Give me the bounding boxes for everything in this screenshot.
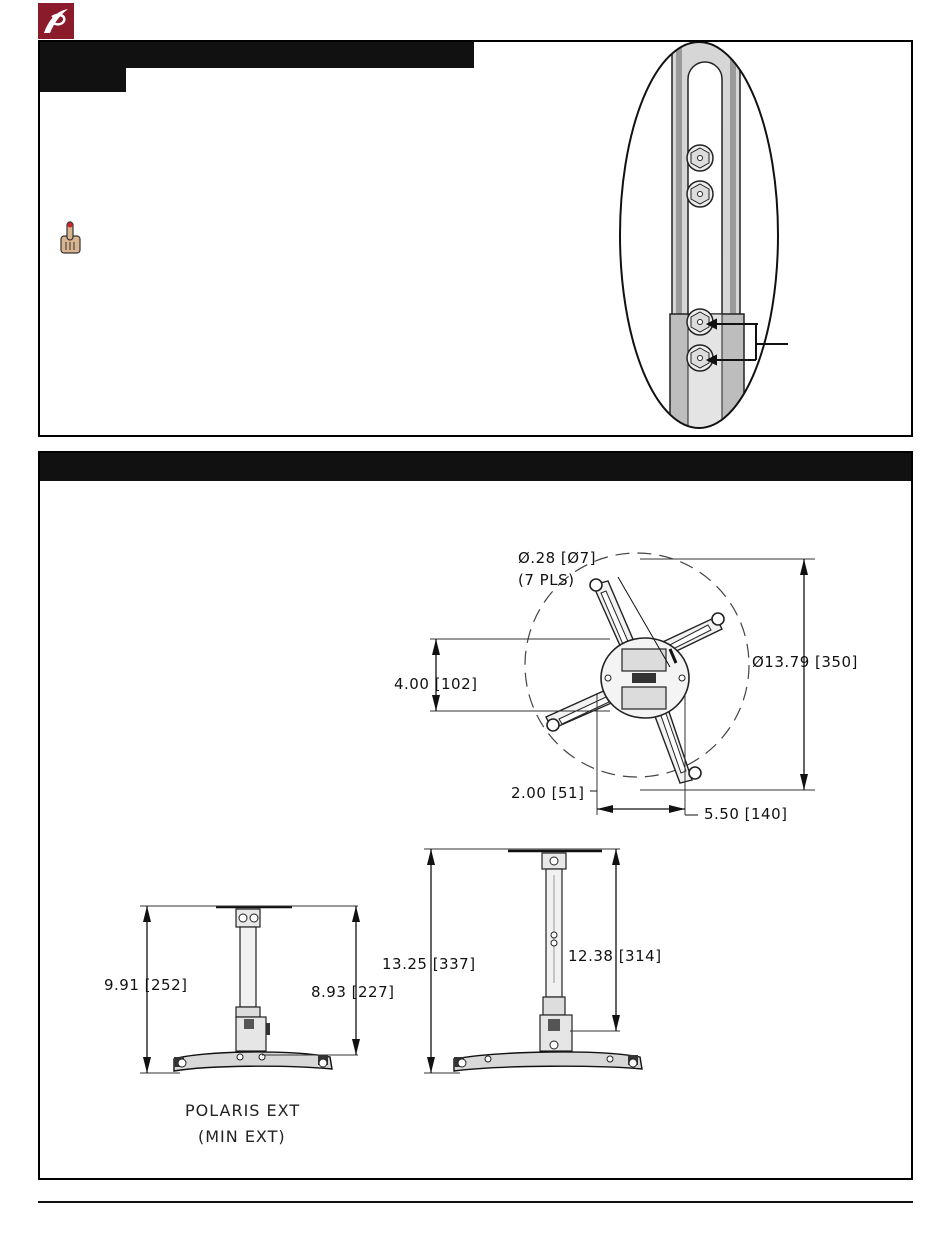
hole-diameter-label: Ø.28 [Ø7] [518,549,596,567]
extension-caption: (MIN EXT) [198,1127,286,1146]
max-overall-height-label: 13.25 [337] [382,955,476,973]
screw-upper-1 [687,145,713,171]
circle-diameter-label: Ø13.79 [350] [752,653,858,671]
hole-count-label: (7 PLS) [518,571,575,589]
min-pole-height-label: 8.93 [227] [311,983,395,1001]
top-view-drawing [394,549,858,823]
horizontal-spacing-label: 5.50 [140] [704,805,788,823]
footer-rule [38,1201,913,1203]
screw-upper-2 [687,181,713,207]
max-pole-height-label: 12.38 [314] [568,947,662,965]
screw-lower-2 [687,345,713,371]
screw-lower-1 [687,309,713,335]
brand-logo [38,3,74,39]
side-view-min-drawing [104,906,395,1146]
model-caption: POLARIS EXT [185,1101,301,1120]
side-view-max-drawing [382,849,662,1073]
column-detail-drawing [40,42,911,435]
vertical-spacing-label: 4.00 [102] [394,675,478,693]
min-overall-height-label: 9.91 [252] [104,976,188,994]
dimensions-panel [38,451,913,1180]
offset-label: 2.00 [51] [511,784,585,802]
installation-step-panel [38,40,913,437]
dimension-drawings [40,453,911,1178]
